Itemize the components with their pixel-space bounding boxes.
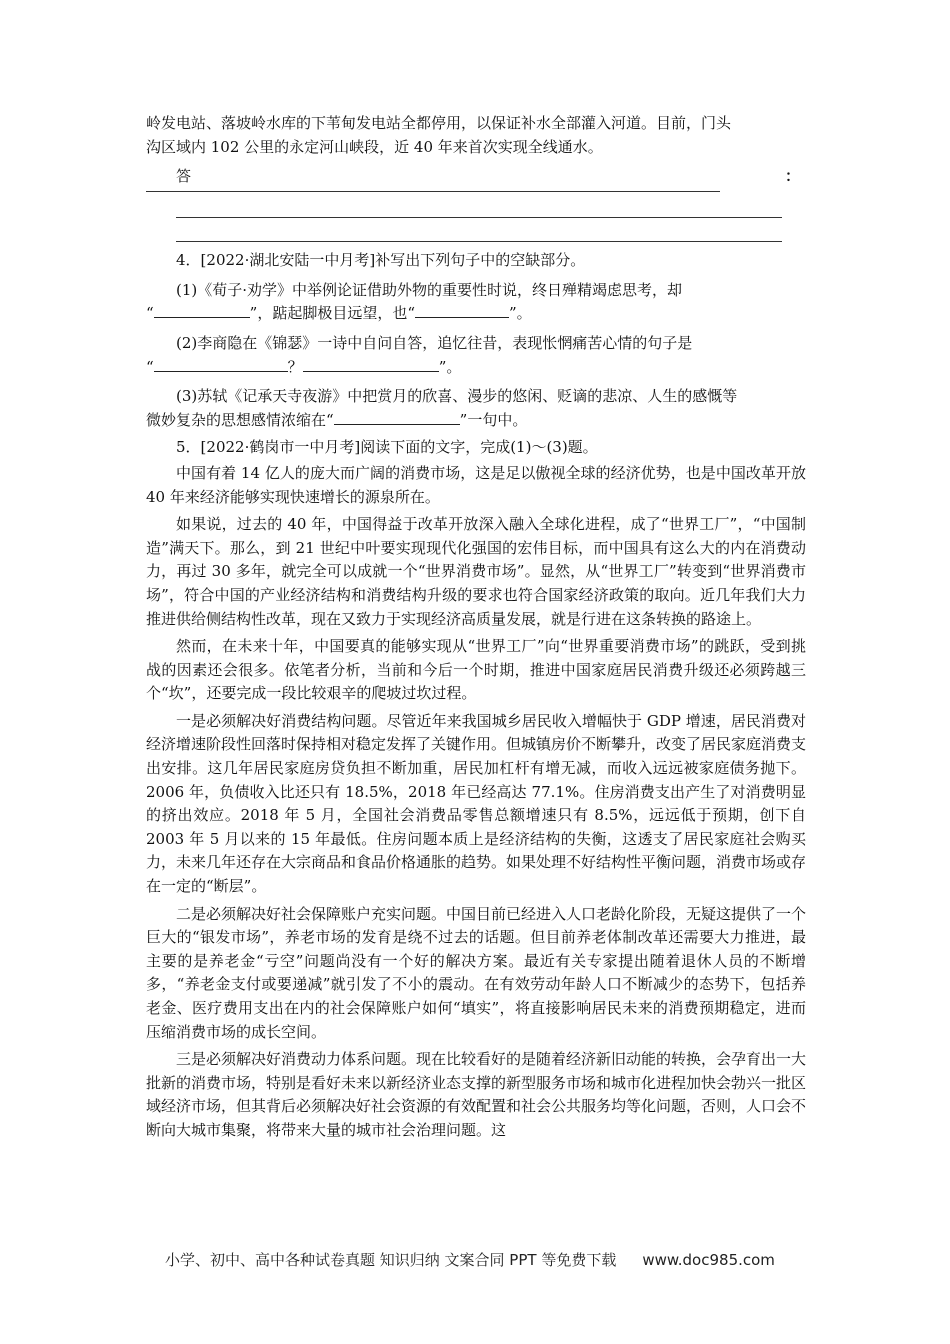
q5-title: 5．[2022·鹤岗市一中月考]阅读下面的文字，完成(1)～(3)题。 bbox=[176, 438, 598, 457]
q5-paragraph-2: 如果说，过去的 40 年，中国得益于改革开放深入融入全球化进程，成了“世界工厂”，“中国制造”满天下。那么，到 21 世纪中叶要实现现代化强国的宏伟目标，而中国具有这么大的内在消费动力，再过 30 多年，就完全可以成就一个“世界消费市场”。显然，从“世界工厂”转变到“世界消费市场”，符合中国的产业经济结构和消费结构升级的要求也符合国家经济政策的取向。近几年我们大力推进供给侧结构性改革，现在又致力于实现经济高质量发展，就是行进在这条转换的路途上。 bbox=[146, 515, 806, 628]
answer-lines-b bbox=[146, 221, 806, 247]
q5-paragraph-3: 然而，在未来十年，中国要真的能够实现从“世界工厂”向“世界重要消费市场”的跳跃，受到挑战的因素还会很多。依笔者分析，当前和今后一个时期，推进中国家庭居民消费升级还必须跨越三个“坎”，还要完成一段比较艰辛的爬坡过坎过程。 bbox=[146, 637, 806, 703]
q5-paragraph-5: 二是必须解决好社会保障账户充实问题。中国目前已经进入人口老龄化阶段，无疑这提供了一个巨大的“银发市场”，养老市场的发育是绕不过去的话题。但目前养老体制改革还需要大力推进，最主要的是养老金“亏空”问题尚没有一个好的解决方案。最近有关专家提出随着退休人员的不断增多，“养老金支付或要递减”就引发了不小的震动。在有效劳动年龄人口不断减少的态势下，包括养老金、医疗费用支出在内的社会保障账户如何“填实”，将直接影响居民未来的消费预期稳定，进而压缩消费市场的成长空间。 bbox=[146, 904, 807, 1041]
footer-url[interactable]: www.doc985.com bbox=[642, 1251, 775, 1269]
q4-s2b-pre: “ bbox=[146, 357, 154, 376]
intro-line-2: 沟区域内 102 公里的永定河山峡段，近 40 年来首次实现全线通水。 bbox=[146, 137, 603, 156]
q4-s1a: (1)《荀子·劝学》中举例论证借助外物的重要性时说，终日殚精竭虑思考，却 bbox=[176, 280, 683, 299]
blank-1[interactable] bbox=[154, 302, 250, 318]
q4-s2b-end: ”。 bbox=[438, 357, 462, 376]
footer-text: 小学、初中、高中各种试卷真题 知识归纳 文案合同 PPT 等免费下载 bbox=[165, 1251, 617, 1269]
q4-s1b-pre: “ bbox=[146, 304, 154, 323]
blank-4[interactable] bbox=[303, 356, 439, 372]
answer-line-2 bbox=[176, 217, 782, 218]
q5-paragraph-1: 中国有着 14 亿人的庞大而广阔的消费市场，这是足以傲视全球的经济优势，也是中国改革开放 40 年来经济能够实现快速增长的源泉所在。 bbox=[146, 463, 806, 506]
blank-2[interactable] bbox=[415, 302, 509, 318]
q4-s2a: (2)李商隐在《锦瑟》一诗中自问自答，追忆往昔，表现怅惘痛苦心情的句子是 bbox=[176, 333, 693, 352]
answer-label: 答 bbox=[176, 167, 192, 186]
answer-colon: ： bbox=[784, 167, 800, 186]
q4-s3b bbox=[146, 409, 806, 433]
q5-paragraph-6: 三是必须解决好消费动力体系问题。现在比较看好的是随着经济新旧动能的转换，会孕育出一大批新的消费市场，特别是看好未来以新经济业态支撑的新型服务市场和城市化进程加快会勃兴一批区域经济市场，但其背后必须解决好社会资源的有效配置和社会公共服务均等化问题，否则，人口会不断向大城市集聚，将带来大量的城市社会治理问题。这 bbox=[146, 1050, 807, 1139]
q4-s3a: (3)苏轼《记承天寺夜游》中把赏月的欣喜、漫步的悠闲、贬谪的悲凉、人生的感慨等 bbox=[176, 387, 738, 406]
page-footer bbox=[165, 1249, 775, 1270]
q4-s2b bbox=[146, 356, 806, 380]
q4-s1b-mid: ”，踮起脚极目远望，也“ bbox=[249, 304, 416, 323]
document-page bbox=[146, 112, 806, 1143]
intro-line-1: 岭发电站、落坡岭水库的下苇甸发电站全都停用，以保证补水全部灌入河道。目前，门头 bbox=[146, 114, 732, 132]
answer-row bbox=[146, 165, 806, 195]
q5-paragraph-4: 一是必须解决好消费结构问题。尽管近年来我国城乡居民收入增幅快于 GDP 增速，居民消费对经济增速阶段性回落时保持相对稳定发挥了关键作用。但城镇房价不断攀升，改变了居民家庭消费支出安排。这几年居民家庭房贷负担不断加重，居民加杠杆有增无减，而收入远远被家庭债务抛下。2006 年，负债收入比还只有 18.5%，2018 年已经高达 77.1%。住房消费支出产生了对消费明显的挤出效应。2018 年 5 月，全国社会消费品零售总额增速只有 8.5%，远远低于预期，创下自 2003 年 5 月以来的 15 年最低。住房问题本质上是经济结构的失衡，这透支了居民家庭社会购买力，未来几年还存在大宗商品和食品价格通胀的趋势。如果处理不好结构性平衡问题，消费市场或存在一定的“断层”。 bbox=[146, 711, 807, 896]
answer-lines bbox=[146, 195, 806, 221]
blank-3[interactable] bbox=[154, 356, 288, 372]
q4-title: 4．[2022·湖北安陆一中月考]补写出下列句子中的空缺部分。 bbox=[176, 251, 586, 270]
q4-s2b-mid: ？ bbox=[287, 357, 303, 376]
q4-s3b-pre: 微妙复杂的思想感情浓缩在“ bbox=[146, 410, 334, 429]
q4-s1b bbox=[146, 302, 806, 326]
answer-line-3 bbox=[176, 241, 782, 242]
answer-line-1 bbox=[146, 191, 720, 192]
q4-s3b-end: ”一句中。 bbox=[459, 410, 528, 429]
q4-s1b-end: ”。 bbox=[509, 304, 532, 323]
blank-5[interactable] bbox=[334, 409, 460, 425]
